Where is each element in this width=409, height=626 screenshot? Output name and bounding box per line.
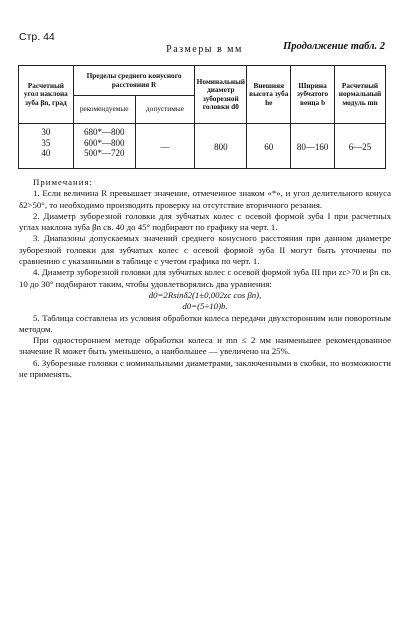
dimensions-table <box>18 65 386 169</box>
header-module: Расчетный нормальный модуль mn <box>335 66 386 124</box>
header-angle: Расчетный угол наклона зуба βn, град <box>19 66 74 124</box>
cell-module: 6—25 <box>335 124 386 169</box>
cell-angles: 30 35 40 <box>19 124 74 169</box>
note-4: 4. Диаметр зуборезной головки для зубчатых колес с осевой формой зуба III при zc>70 и βn св. 10 до 30° подбирают таким, чтобы удовлетворялись два уравнения: <box>19 267 391 289</box>
header-recommended: рекомендуемые <box>73 96 135 124</box>
formula-1: d0=2Rsinδ2(1±0,002zc cos βn), <box>148 289 262 300</box>
header-allowed: допустимые <box>135 96 195 124</box>
formula-2: d0=(5÷10)b. <box>182 301 228 312</box>
note-5: 5. Таблица составлена из условия обработки колеса передачи двухсторонним или поворотным методом. <box>19 312 391 334</box>
notes-section <box>19 177 391 380</box>
header-height: Внешняя высота зуба he <box>247 66 291 124</box>
cell-width: 80—160 <box>291 124 335 169</box>
cell-height: 60 <box>247 124 291 169</box>
page-number: Стр. 44 <box>19 31 55 43</box>
note-5-continued: При одностороннем методе обработки колеса и mn ≤ 2 мм наименьшее рекомендованное значение R может быть уменьшено, а наибольшее — увеличено на 25%. <box>19 335 391 357</box>
notes-heading: Примечания: <box>33 177 93 187</box>
header-distance: Пределы среднего конусного расстояния R <box>73 66 195 96</box>
cell-allowed: — <box>135 124 195 169</box>
note-2: 2. Диаметр зуборезной головки для зубчатых колес с осевой формой зуба I при расчетных углах наклона зуба βn св. 40 до 45° подбирают по графику на черт. 1. <box>19 210 391 233</box>
note-3: 3. Диапазоны допускаемых значений среднего конусного расстояния при данном диаметре зуборезной головки для зубчатых колес с осевой формой зуба II могут быть уточнены по сравнению с указанными в таблице с учетом графика по черт. 1. <box>19 233 391 267</box>
header-width: Ширина зубчатого венца b <box>291 66 335 124</box>
header-diameter: Номинальный диаметр зуборезной головки d0 <box>195 66 247 124</box>
table-units-title: Размеры в мм <box>166 44 243 55</box>
cell-diameter: 800 <box>195 124 247 169</box>
note-6: 6. Зуборезные головки с номинальными диаметрами, заключенными в скобки, по возможности не применять. <box>19 357 391 380</box>
cell-recommended: 680*—800 600*—800 500*—720 <box>73 124 135 169</box>
note-1: 1. Если величина R превышает значение, отмеченное знаком «*», и угол делительного конуса δ2>50°, то необходимо производить проверку на отсутствие вторичного резания. <box>19 188 391 210</box>
table-continuation-label: Продолжение табл. 2 <box>283 41 385 52</box>
